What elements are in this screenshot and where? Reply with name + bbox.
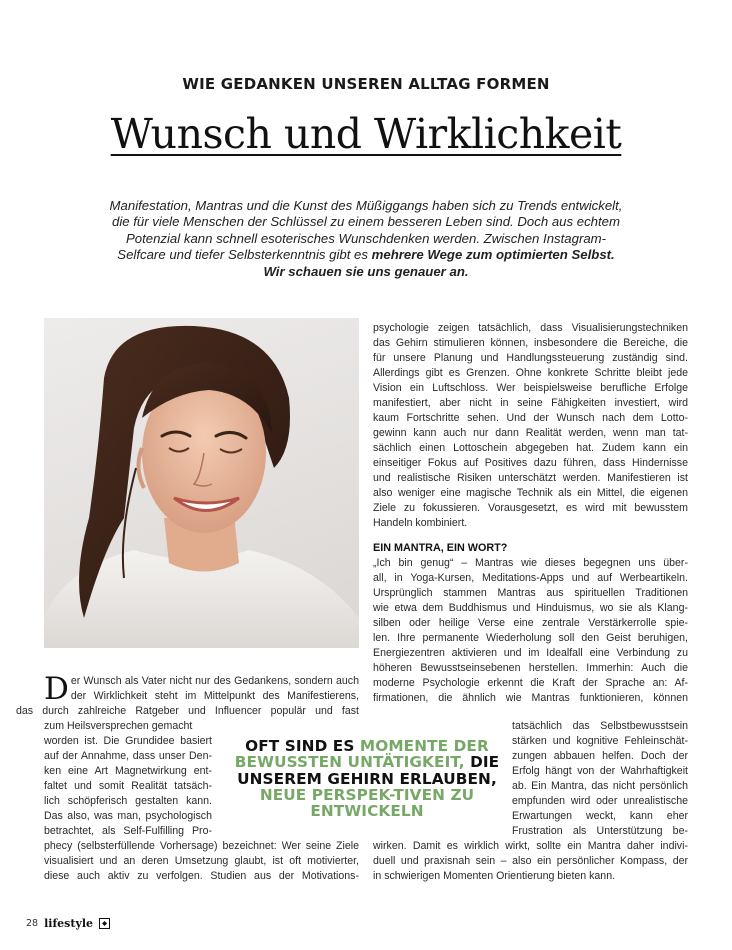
text-line: in schwierigen Momenten Orientierung bieten kann. bbox=[373, 870, 616, 882]
intro bbox=[86, 198, 646, 280]
text-line: psychologie zeigen tatsächlich, dass Visualisierungstechniken bbox=[373, 322, 688, 334]
text-line: ab. Ein Mantra, das nicht persönlich bbox=[512, 780, 688, 792]
left-column-bottom bbox=[44, 839, 359, 884]
text-line: sächlich einen Lottoschein abgegeben hat. Zudem kann ein bbox=[373, 442, 688, 454]
smiling-woman-photo bbox=[44, 318, 359, 648]
pull-quote-highlight: MOMENTE DER BEWUSSTEN UNTÄTIGKEIT, bbox=[234, 737, 489, 772]
kicker: WIE GEDANKEN UNSEREN ALLTAG FORMEN bbox=[182, 75, 550, 93]
text-line: moderne Psychologie erkennt die Kraft der Sprache an: Af- bbox=[373, 677, 688, 689]
left-column-narrow bbox=[44, 719, 212, 839]
text-line: Erfolg hängt von der Wahrhaftigkeit bbox=[512, 765, 688, 777]
page-footer bbox=[26, 917, 110, 930]
intro-text: Selfcare und tiefer Selbsterkenntnis gibt es bbox=[117, 247, 372, 263]
text-line: Frustration als Unterstützung be- bbox=[512, 825, 688, 837]
intro-line: die für viele Menschen der Schlüssel zu einem besseren Leben sind. Doch aus echtem bbox=[111, 214, 620, 230]
text-line: und realistische Risiken unterschätzt werden. Manifestieren ist bbox=[373, 472, 688, 484]
text-line: „Ich bin genug“ – Mantras wie dieses begegnen uns über- bbox=[373, 557, 688, 569]
magazine-logo-icon bbox=[99, 918, 110, 929]
text-line: Energiezentren aktivieren und im Idealfall eine Verbindung zu bbox=[373, 647, 688, 659]
pull-quote-highlight: NEUE PERSPEK-TIVEN ZU ENTWICKELN bbox=[259, 785, 475, 821]
right-column-bottom bbox=[373, 839, 688, 884]
intro-line: Manifestation, Mantras und die Kunst des Müßiggangs haben sich zu Trends entwickelt, bbox=[109, 198, 623, 213]
pull-quote bbox=[222, 738, 512, 819]
text-line: wirken. Damit es wirklich wirkt, sollte ein Mantra daher indivi- bbox=[373, 840, 688, 852]
text-line: faltet und somit Realität tatsäch- bbox=[44, 780, 212, 792]
text-line: len. Ihre permanente Wiederholung soll den Geist beruhigen, bbox=[373, 632, 688, 644]
text-line: worden ist. Die Grundidee basiert bbox=[44, 735, 212, 747]
text-line: auf der Annahme, dass unser Den- bbox=[44, 750, 212, 762]
right-column bbox=[373, 321, 688, 706]
text-line: er Wunsch als Vater nicht nur des Gedankens, sondern auch bbox=[70, 675, 359, 687]
headline bbox=[0, 110, 732, 158]
text-line: Vision ein Luftschloss. Wer beispielsweise berufliche Erfolge bbox=[373, 382, 688, 394]
text-line: zum Heilsversprechen gemacht bbox=[44, 720, 193, 732]
text-line: das durch zahlreiche Ratgeber und Influencer populär und fast bbox=[16, 705, 359, 717]
intro-highlight: Wir schauen sie uns genauer an. bbox=[263, 263, 469, 279]
text-line: lich schöpferisch gestalten kann. bbox=[44, 795, 212, 807]
intro-line bbox=[86, 247, 646, 263]
text-line: duell und praxisnah sein – also ein persönlicher Kompass, der bbox=[373, 855, 688, 867]
subheading: EIN MANTRA, EIN WORT? bbox=[373, 542, 508, 554]
page-number: 28 bbox=[26, 918, 39, 929]
text-line: gewinn kann auch nur dann Realität werden, wenn man tat- bbox=[373, 427, 688, 439]
text-line: tatsächlich das Selbstbewusstsein bbox=[512, 720, 688, 732]
text-line: silben oder heilige Verse eine zentrale Verstärkerrolle spie- bbox=[373, 617, 688, 629]
intro-line: Potenzial kann schnell esoterisches Wunschdenken werden. Zwischen Instagram- bbox=[125, 230, 607, 246]
text-line: für unsere Planung und Handlungssteuerung zuständig sind. bbox=[373, 352, 688, 364]
text-line: manifestiert, aber nicht in seine Fähigkeiten investiert, wird bbox=[373, 397, 688, 409]
text-line: betrachtet, als Self-Fulfilling Pro- bbox=[44, 825, 212, 837]
right-column-narrow bbox=[512, 719, 688, 839]
text-line: all, in Yoga-Kursen, Meditations-Apps und auf Werbeartikeln. bbox=[373, 572, 688, 584]
text-line: firmationen, die ähnlich wie Mantras funktionieren, können bbox=[373, 692, 688, 704]
text-line: Ursprünglich stammen Mantras aus spirituellen Traditionen bbox=[373, 587, 688, 599]
text-line: Handeln kombiniert. bbox=[373, 517, 468, 529]
text-line: diese auch aktiv zu verfolgen. Studien aus der Motivations- bbox=[44, 870, 359, 882]
text-line: empfunden wird oder unrealistische bbox=[512, 795, 688, 807]
text-line: phecy (selbsterfüllende Vorhersage) bezeichnet: Wer seine Ziele bbox=[44, 840, 359, 852]
dropcap: D bbox=[44, 671, 69, 707]
text-line: höheren Bewusstseinsebenen herstellen. Immerhin: Auch die bbox=[373, 662, 688, 674]
text-line: also weniger eine magische Technik als ein Mittel, die eigenen bbox=[373, 487, 688, 499]
text-line: Das also, was man, psychologisch bbox=[44, 810, 212, 822]
text-line: zungen abbauen helfen. Doch der bbox=[512, 750, 688, 762]
left-column bbox=[16, 671, 359, 719]
intro-line bbox=[86, 264, 646, 280]
text-line: wie etwa dem Buddhismus und Hinduismus, wo sie als Klang- bbox=[373, 602, 688, 614]
text-line: Allerdings gibt es Grenzen. Ohne konkrete Schritte bleibt jede bbox=[373, 367, 688, 379]
text-line: einseitiger Fokus auf Positives dazu führen, dass Hindernisse bbox=[373, 457, 688, 469]
text-line: kaum Fortschritte sehen. Und der Wunsch nach dem Lotto- bbox=[373, 412, 688, 424]
text-line: der Wirklichkeit steht im Mittelpunkt des Manifestierens, bbox=[70, 690, 359, 702]
text-line: stärken und kognitive Fehleinschät- bbox=[512, 735, 688, 747]
text-line: Erwartungen weckt, kann eher bbox=[512, 810, 688, 822]
pull-quote-text: DIE UNSEREM GEHIRN ERLAUBEN, bbox=[237, 753, 500, 788]
text-line: das Gehirn stimulieren können, insbesondere die Bereiche, die bbox=[373, 337, 688, 349]
portrait-illustration bbox=[44, 318, 359, 648]
intro-highlight: mehrere Wege zum optimierten Selbst. bbox=[371, 247, 615, 263]
magazine-name: lifestyle bbox=[44, 917, 94, 930]
text-line: ken eine Art Magnetwirkung ent- bbox=[44, 765, 212, 777]
headline-text: Wunsch und Wirklichkeit bbox=[110, 110, 622, 158]
text-line: visualisiert und an deren Umsetzung glaubt, ist oft motivierter, bbox=[44, 855, 359, 867]
pull-quote-text: OFT SIND ES bbox=[245, 737, 360, 755]
text-line: Ziele zu fokussieren. Vorausgesetzt, es wird mit bewusstem bbox=[373, 502, 688, 514]
